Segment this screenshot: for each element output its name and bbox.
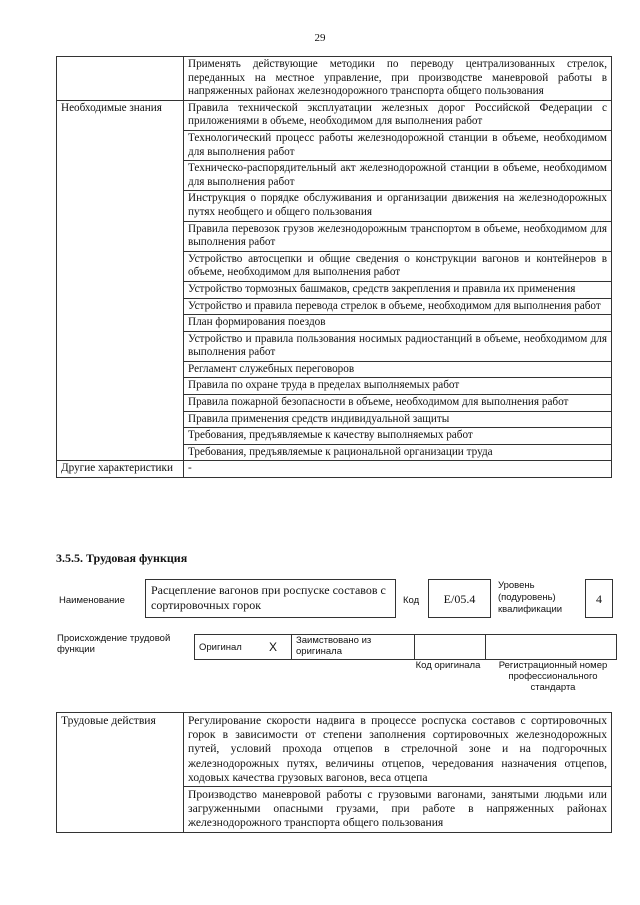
table-row: [57, 461, 612, 478]
table-cell: Устройство и правила перевода стрелок в объеме, необходимом для выполнения работ: [184, 298, 612, 315]
origin-table: [194, 634, 617, 660]
table-cell: Правила пожарной безопасности в объеме, необходимом для выполнения работ: [184, 395, 612, 412]
code-label: Код: [403, 595, 420, 606]
table-cell: Устройство тормозных башмаков, средств закрепления и правила их применения: [184, 281, 612, 298]
table-cell: Регламент служебных переговоров: [184, 361, 612, 378]
origin-label: Происхождение трудовой функции: [57, 633, 171, 655]
registration-number-cell: [486, 635, 617, 660]
table-row: [57, 100, 612, 130]
table-row: [57, 57, 612, 101]
table-cell: Правила по охране труда в пределах выполняемых работ: [184, 378, 612, 395]
table-cell: Регулирование скорости надвига в процессе роспуска составов с сортировочных горок в зависимости от степени заполнения сортировочных железнодорожных путей, условий прохода отцепов в стрелочной зоне и на подгорочных железнодорожных путях, величины отцепов, чередования назначения отцепов, ходовых качества грузовых вагонов, веса отцепа: [184, 713, 612, 787]
table-cell: Требования, предъявляемые к качеству выполняемых работ: [184, 428, 612, 445]
table-cell: Инструкция о порядке обслуживания и организации движения на железнодорожных путях необщего и общего пользования: [184, 191, 612, 221]
table-cell: План формирования поездов: [184, 315, 612, 332]
function-name-value: Расцепление вагонов при роспуске составов с сортировочных горок: [151, 583, 386, 612]
row-label: Другие характеристики: [57, 461, 184, 478]
function-name-box: [145, 579, 396, 618]
table-cell: Устройство автосцепки и общие сведения о конструкции вагонов и контейнеров в объеме, необходимом для выполнения работ: [184, 251, 612, 281]
function-code-value: Е/05.4: [443, 592, 476, 606]
borrowed-label: Заимствовано из оригинала: [292, 635, 415, 660]
level-box: [585, 579, 613, 618]
table-cell: -: [184, 461, 612, 478]
table-cell: Правила технической эксплуатации железных дорог Российской Федерации с приложениями в объеме, необходимом для выполнения работ: [184, 100, 612, 130]
knowledge-table: [56, 56, 612, 478]
name-label: Наименование: [59, 595, 125, 606]
row-label: Трудовые действия: [57, 713, 184, 833]
row-label: [57, 57, 184, 101]
table-cell: Устройство и правила пользования носимых радиостанций в объеме, необходимом для выполнения работ: [184, 331, 612, 361]
level-label: Уровень (подуровень) квалификации: [498, 580, 563, 615]
row-label: Необходимые знания: [57, 100, 184, 461]
table-cell: Применять действующие методики по переводу централизованных стрелок, переданных на местное управление, при производстве маневровой работы в напряженных районах железнодорожного транспорта общего пользования: [184, 57, 612, 101]
table-cell: Правила перевозок грузов железнодорожным транспортом в объеме, необходимом для выполнения работ: [184, 221, 612, 251]
section-heading: 3.5.5. Трудовая функция: [56, 551, 188, 565]
table-cell: Требования, предъявляемые к рациональной организации труда: [184, 444, 612, 461]
table-cell: Производство маневровой работы с грузовыми вагонами, занятыми людьми или загруженными опасными грузами, при работе в напряженных районах железнодорожного транспорта общего пользования: [184, 787, 612, 833]
original-label: Оригинал: [195, 635, 266, 660]
table-cell: Техническо-распорядительный акт железнодорожной станции в объеме, необходимом для выполнения работ: [184, 161, 612, 191]
table-row: [57, 713, 612, 787]
actions-table: [56, 712, 612, 833]
code-original-caption: Код оригинала: [415, 660, 481, 671]
level-value: 4: [596, 592, 602, 606]
table-cell: Правила применения средств индивидуальной защиты: [184, 411, 612, 428]
original-mark: X: [265, 635, 292, 660]
registration-caption: Регистрационный номер профессионального стандарта: [498, 660, 608, 693]
function-code-box: [428, 579, 491, 618]
original-code-cell: [415, 635, 486, 660]
table-cell: Технологический процесс работы железнодорожной станции в объеме, необходимом для выполнения работ: [184, 130, 612, 160]
page-number: 29: [314, 32, 326, 44]
